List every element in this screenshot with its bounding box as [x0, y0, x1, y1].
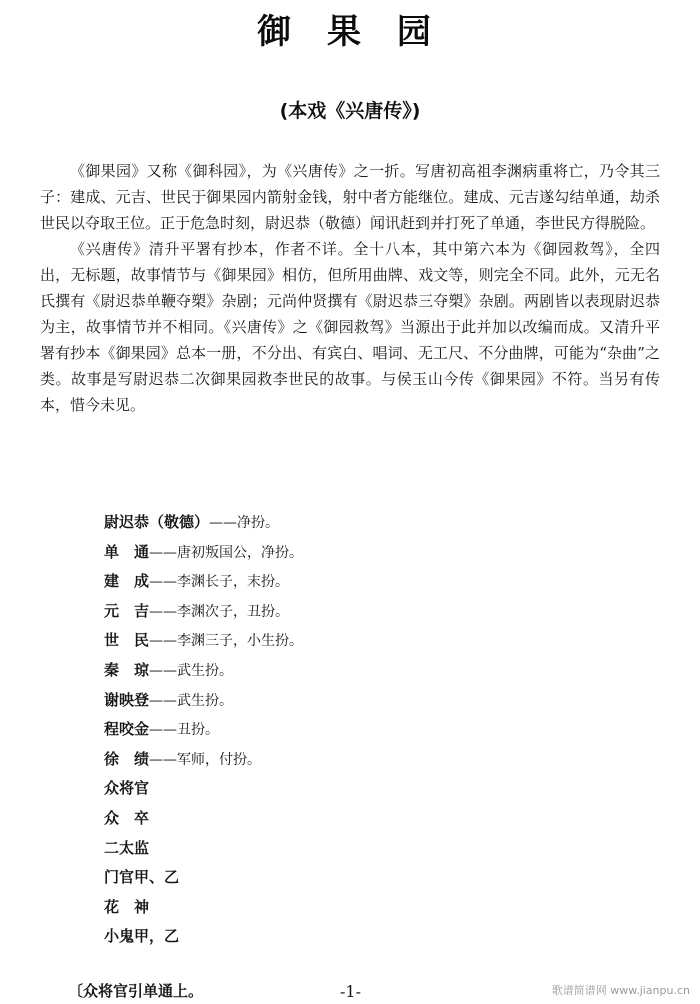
- cast-item: [104, 893, 524, 923]
- cast-item: [104, 715, 524, 745]
- cast-name: 建 成: [104, 572, 150, 591]
- stage-direction: 〔众将官引单通上。: [68, 982, 204, 1000]
- cast-name: 小鬼甲，乙: [104, 927, 180, 946]
- cast-item: [104, 597, 524, 627]
- cast-desc: ——武生扮。: [149, 662, 234, 679]
- cast-name: 众 卒: [104, 808, 150, 827]
- intro-text: [40, 158, 660, 418]
- cast-item: [104, 863, 524, 893]
- cast-name: 世 民: [104, 631, 150, 650]
- cast-desc: ——李渊三子，小生扮。: [149, 633, 304, 650]
- cast-name: 花 神: [104, 897, 150, 916]
- cast-name: 徐 绩: [104, 749, 150, 768]
- cast-name: 尉迟恭（敬德）: [104, 513, 210, 531]
- intro-paragraph: 《御果园》又称《御科园》，为《兴唐传》之一折。写唐初高祖李渊病重将亡，乃令其三子：建成、元吉、世民于御果园内箭射金钱，射中者方能继位。建成、元吉遂勾结单通，劫杀世民以夺取王位。正于危急时刻，尉迟恭（敬德）闻讯赶到并打死了单通，李世民方得脱险。: [40, 162, 660, 232]
- site-watermark: 歌谱简谱网 www.jianpu.cn: [551, 984, 690, 997]
- cast-item: [104, 804, 524, 834]
- cast-item: [104, 686, 524, 716]
- cast-name: 门官甲、乙: [104, 868, 180, 887]
- cast-name: 程咬金: [104, 720, 150, 739]
- cast-item: [104, 538, 524, 568]
- page-subtitle: (本戏《兴唐传》): [279, 100, 421, 122]
- cast-desc: ——李渊长子，末扮。: [149, 574, 290, 591]
- cast-item: [104, 508, 524, 538]
- cast-name: 秦 琼: [104, 660, 150, 679]
- cast-item: [104, 774, 524, 804]
- cast-list: [104, 508, 524, 952]
- cast-name: 单 通: [104, 542, 150, 561]
- cast-item: [104, 745, 524, 775]
- page-title: 御 果 园: [257, 12, 443, 52]
- cast-desc: ——净扮。: [209, 515, 280, 531]
- intro-paragraph: 《兴唐传》清升平署有抄本，作者不详。全十八本，其中第六本为《御园救驾》，全四出，无标题，故事情节与《御果园》相仿，但所用曲牌、戏文等，则完全不同。此外，元无名氏撰有《尉迟恭单鞭夺槊》杂剧；元尚仲贤撰有《尉迟恭三夺槊》杂剧。两剧皆以表现尉迟恭为主，故事情节并不相同。《兴唐传》之《御园救驾》当源出于此并加以改编而成。又清升平署有抄本《御果园》总本一册，不分出、有宾白、唱词、无工尺、不分曲牌，可能为“杂曲”之类。故事是写尉迟恭二次御果园救李世民的故事。与侯玉山今传《御果园》不符。当另有传本，惜今未见。: [40, 240, 660, 414]
- cast-item: [104, 922, 524, 952]
- cast-name: 二太监: [104, 838, 150, 857]
- cast-desc: ——军师，付扮。: [149, 751, 262, 768]
- cast-name: 众将官: [104, 779, 150, 798]
- cast-item: [104, 567, 524, 597]
- page-number: -1-: [340, 982, 361, 1001]
- cast-desc: ——李渊次子，丑扮。: [149, 603, 290, 620]
- cast-desc: ——唐初叛国公，净扮。: [149, 544, 304, 561]
- cast-item: [104, 626, 524, 656]
- cast-item: [104, 834, 524, 864]
- cast-name: 元 吉: [104, 601, 150, 620]
- cast-item: [104, 656, 524, 686]
- cast-desc: ——武生扮。: [149, 692, 234, 709]
- cast-name: 谢映登: [104, 690, 150, 709]
- cast-desc: ——丑扮。: [149, 722, 220, 739]
